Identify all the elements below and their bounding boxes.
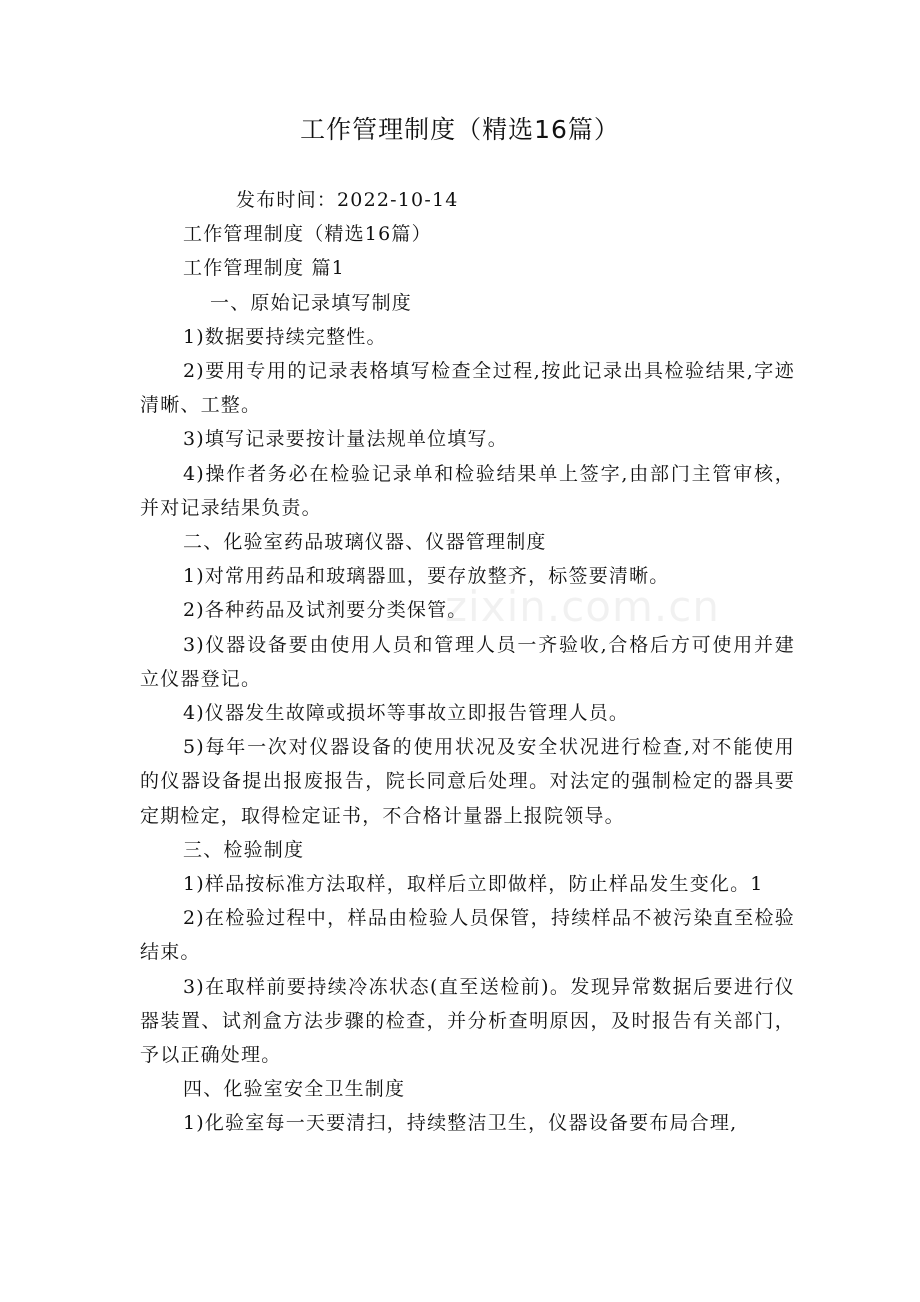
document-title: 工作管理制度（精选16篇） — [300, 115, 620, 144]
chapter-heading: 工作管理制度 篇1 — [183, 257, 345, 280]
section-heading-1: 一、原始记录填写制度 — [210, 291, 413, 314]
paragraph: 4)仪器发生故障或损坏等事故立即报告管理人员。 — [183, 702, 630, 725]
section-heading-3: 三、检验制度 — [183, 838, 305, 861]
paragraph: 1)对常用药品和玻璃器皿，要存放整齐，标签要清晰。 — [183, 565, 670, 588]
paragraph: 2)在检验过程中，样品由检验人员保管，持续样品不被污染直至检验结束。 — [140, 907, 795, 964]
document-subtitle: 工作管理制度（精选16篇） — [183, 223, 432, 246]
publish-date: 发布时间：2022-10-14 — [236, 189, 459, 211]
paragraph: 1)化验室每一天要清扫，持续整洁卫生，仪器设备要布局合理, — [183, 1112, 738, 1135]
paragraph: 2)要用专用的记录表格填写检查全过程,按此记录出具检验结果,字迹清晰、工整。 — [140, 360, 795, 417]
paragraph: 2)各种药品及试剂要分类保管。 — [183, 599, 468, 622]
section-heading-2: 二、化验室药品玻璃仪器、仪器管理制度 — [183, 531, 547, 554]
paragraph: 3)在取样前要持续冷冻状态(直至送检前)。发现异常数据后要进行仪器装置、试剂盒方法步骤的检查，并分析查明原因，及时报告有关部门，予以正确处理。 — [140, 975, 795, 1067]
watermark: zixin.com.cn — [445, 582, 720, 631]
paragraph: 4)操作者务必在检验记录单和检验结果单上签字,由部门主管审核，并对记录结果负责。 — [140, 462, 795, 519]
section-heading-4: 四、化验室安全卫生制度 — [183, 1078, 406, 1101]
paragraph: 1)样品按标准方法取样，取样后立即做样，防止样品发生变化。1 — [183, 873, 764, 896]
paragraph: 3)填写记录要按计量法规单位填写。 — [183, 428, 508, 451]
paragraph: 5)每年一次对仪器设备的使用状况及安全状况进行检查,对不能使用的仪器设备提出报废报告，院长同意后处理。对法定的强制检定的器具要定期检定，取得检定证书，不合格计量器上报院领导。 — [140, 736, 795, 827]
paragraph: 3)仪器设备要由使用人员和管理人员一齐验收,合格后方可使用并建立仪器登记。 — [140, 633, 795, 690]
document-body — [140, 183, 795, 1141]
paragraph: 1)数据要持续完整性。 — [183, 325, 387, 348]
